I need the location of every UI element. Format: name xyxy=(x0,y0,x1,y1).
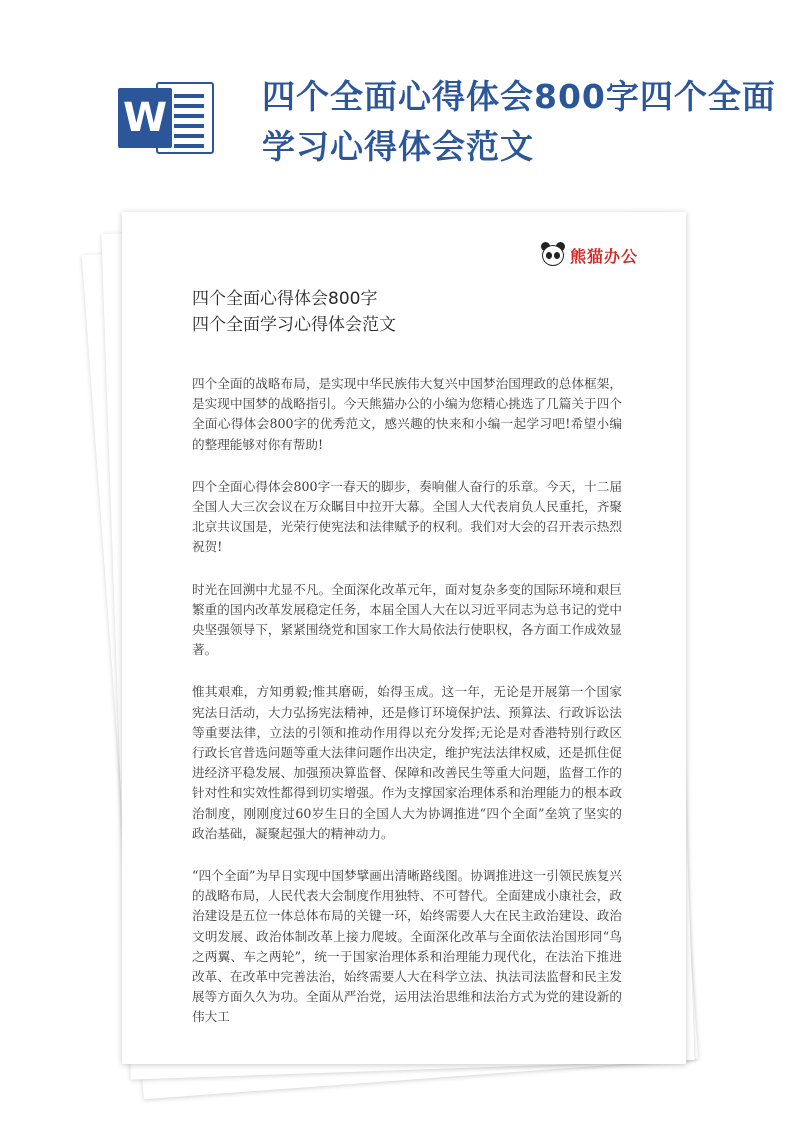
page-title: 四个全面心得体会800字四个全面学习心得体会范文 xyxy=(262,77,776,166)
paragraph: 时光在回溯中尤显不凡。全面深化改革元年，面对复杂多变的国际环境和艰巨繁重的国内改革发展稳定任务，本届全国人大在以习近平同志为总书记的党中央坚强领导下，紧紧围绕党和国家工作大局依法行使职权，各方面工作成效显著。 xyxy=(192,581,622,658)
brand-logo xyxy=(540,242,638,268)
paragraph: 惟其艰难，方知勇毅;惟其磨砺，始得玉成。这一年，无论是开展第一个国家宪法日活动，大力弘扬宪法精神，还是修订环境保护法、预算法、行政诉讼法等重要法律，立法的引领和推动作用得以充分发挥;无论是对香港特别行政区行政长官普选问题等重大法律问题作出决定，维护宪法法律权威，还是抓住促进经济平稳发展、加强预决算监督、保障和改善民生等重大问题，监督工作的针对性和实效性都得到切实增强。作为支撑国家治理体系和治理能力的根本政治制度，刚刚度过60岁生日的全国人大为协调推进“四个全面”垒筑了坚实的政治基础，凝聚起强大的精神动力。 xyxy=(192,684,622,841)
paragraph: 四个全面的战略布局，是实现中华民族伟大复兴中国梦治国理政的总体框架，是实现中国梦的战略指引。今天熊猫办公的小编为您精心挑选了几篇关于四个全面心得体会800字的优秀范文，感兴趣的快来和小编一起学习吧!希望小编的整理能够对你有帮助! xyxy=(192,376,622,452)
word-letter-badge: W xyxy=(118,88,172,148)
brand-name: 熊猫办公 xyxy=(569,246,638,266)
document-title xyxy=(192,286,622,338)
document-title-line-2: 四个全面学习心得体会范文 xyxy=(192,315,396,335)
document-page xyxy=(122,212,686,1064)
document-body xyxy=(192,374,622,1050)
document-title-line-1: 四个全面心得体会800字 xyxy=(192,289,378,309)
paragraph: “四个全面”为早日实现中国梦擘画出清晰路线图。协调推进这一引领民族复兴的战略布局，人民代表大会制度作用独特、不可替代。全面建成小康社会，政治建设是五位一体总体布局的关键一环，始终需要人大在民主政治建设、政治文明发展、政治体制改革上接力爬坡。全面深化改革与全面依法治国形同“鸟之两翼、车之两轮”，统一于国家治理体系和治理能力现代化，在法治下推进改革、在改革中完善法治，始终需要人大在科学立法、执法司法监督和民主发展等方面久久为功。全面从严治党，运用法治思维和法治方式为党的建设新的伟大工 xyxy=(192,868,622,1025)
word-document-icon xyxy=(118,76,214,160)
paragraph: 四个全面心得体会800字一春天的脚步，奏响催人奋行的乐章。今天，十二届全国人大三次会议在万众瞩目中拉开大幕。全国人大代表肩负人民重托，齐聚北京共议国是，光荣行使宪法和法律赋予的权利。我们对大会的召开表示热烈祝贺! xyxy=(192,478,622,555)
panda-icon xyxy=(540,242,566,268)
